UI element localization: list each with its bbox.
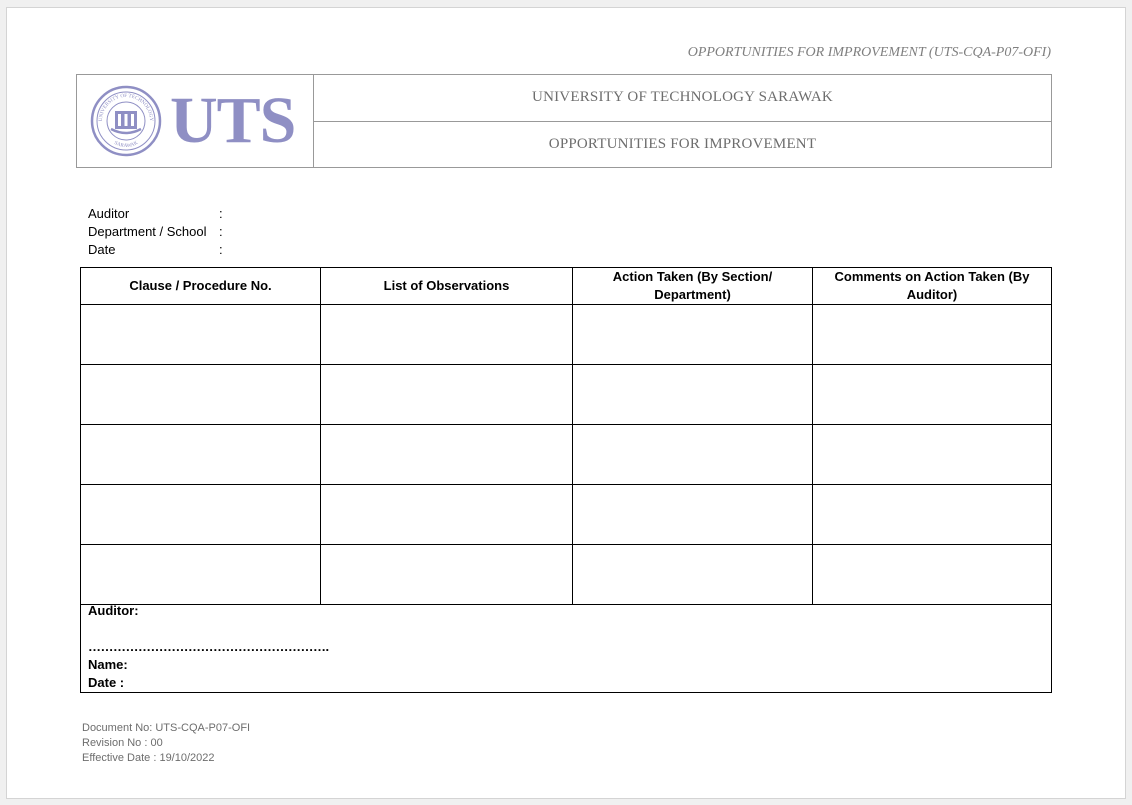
table-cell[interactable] — [321, 425, 573, 484]
table-cell[interactable] — [81, 305, 321, 364]
table-header-row — [81, 268, 1051, 305]
table-cell[interactable] — [813, 305, 1051, 364]
signature-line: …………………………………………………. — [88, 639, 329, 654]
table-cell[interactable] — [321, 365, 573, 424]
meta-row-date — [88, 241, 223, 259]
column-header-clause: Clause / Procedure No. — [81, 268, 321, 304]
university-title: UNIVERSITY OF TECHNOLOGY SARAWAK — [314, 75, 1051, 122]
university-seal-icon — [90, 85, 162, 157]
meta-label: Department / School — [88, 224, 207, 239]
seal-text-top: UNIVERSITY OF TECHNOLOGY — [97, 92, 155, 122]
uts-logo-wordmark: UTS — [170, 84, 296, 157]
running-header: OPPORTUNITIES FOR IMPROVEMENT (UTS-CQA-P07-OFI) — [687, 45, 1051, 60]
title-cell — [314, 75, 1051, 167]
table-cell[interactable] — [321, 305, 573, 364]
table-row — [81, 305, 1051, 365]
table-cell[interactable] — [81, 485, 321, 544]
table-cell[interactable] — [573, 365, 813, 424]
table-cell[interactable] — [573, 485, 813, 544]
table-cell[interactable] — [321, 485, 573, 544]
seal-text-bottom: SARAWAK — [113, 139, 139, 150]
meta-separator: : — [219, 242, 223, 257]
column-header-action-taken: Action Taken (By Section/ Department) — [573, 268, 813, 304]
meta-separator: : — [219, 206, 223, 221]
table-row — [81, 425, 1051, 485]
table-cell[interactable] — [813, 365, 1051, 424]
table-cell[interactable] — [321, 545, 573, 604]
name-label: Name: — [88, 657, 128, 672]
table-row — [81, 485, 1051, 545]
meta-block — [88, 205, 223, 259]
table-cell[interactable] — [81, 545, 321, 604]
meta-label: Auditor — [88, 206, 130, 221]
date-label: Date : — [88, 675, 125, 690]
table-row — [81, 365, 1051, 425]
document-number: Document No: UTS-CQA-P07-OFI — [82, 722, 251, 734]
meta-row-auditor — [88, 205, 223, 223]
table-cell[interactable] — [573, 545, 813, 604]
table-cell[interactable] — [813, 425, 1051, 484]
table-cell[interactable] — [81, 425, 321, 484]
table-cell[interactable] — [813, 485, 1051, 544]
logo-cell — [77, 75, 314, 167]
meta-row-department — [88, 223, 223, 241]
form-title: OPPORTUNITIES FOR IMPROVEMENT — [548, 135, 817, 152]
table-cell[interactable] — [573, 305, 813, 364]
revision-number: Revision No : 00 — [82, 737, 163, 749]
table-cell[interactable] — [813, 545, 1051, 604]
auditor-label: Auditor: — [88, 603, 139, 618]
meta-label: Date — [88, 242, 116, 257]
column-header-comments: Comments on Action Taken (By Auditor) — [834, 269, 1030, 302]
table-cell[interactable] — [573, 425, 813, 484]
observations-grid — [81, 268, 1051, 605]
table-row — [81, 545, 1051, 605]
svg-text:SARAWAK — [113, 140, 139, 149]
auditor-signoff-block — [81, 603, 1051, 692]
table-cell[interactable] — [81, 365, 321, 424]
observations-table — [80, 267, 1052, 693]
header-table — [76, 74, 1052, 168]
document-page — [6, 7, 1126, 799]
meta-separator: : — [219, 224, 223, 239]
document-footer — [82, 721, 250, 766]
effective-date: Effective Date : 19/10/2022 — [82, 752, 215, 764]
column-header-observations: List of Observations — [321, 268, 573, 304]
